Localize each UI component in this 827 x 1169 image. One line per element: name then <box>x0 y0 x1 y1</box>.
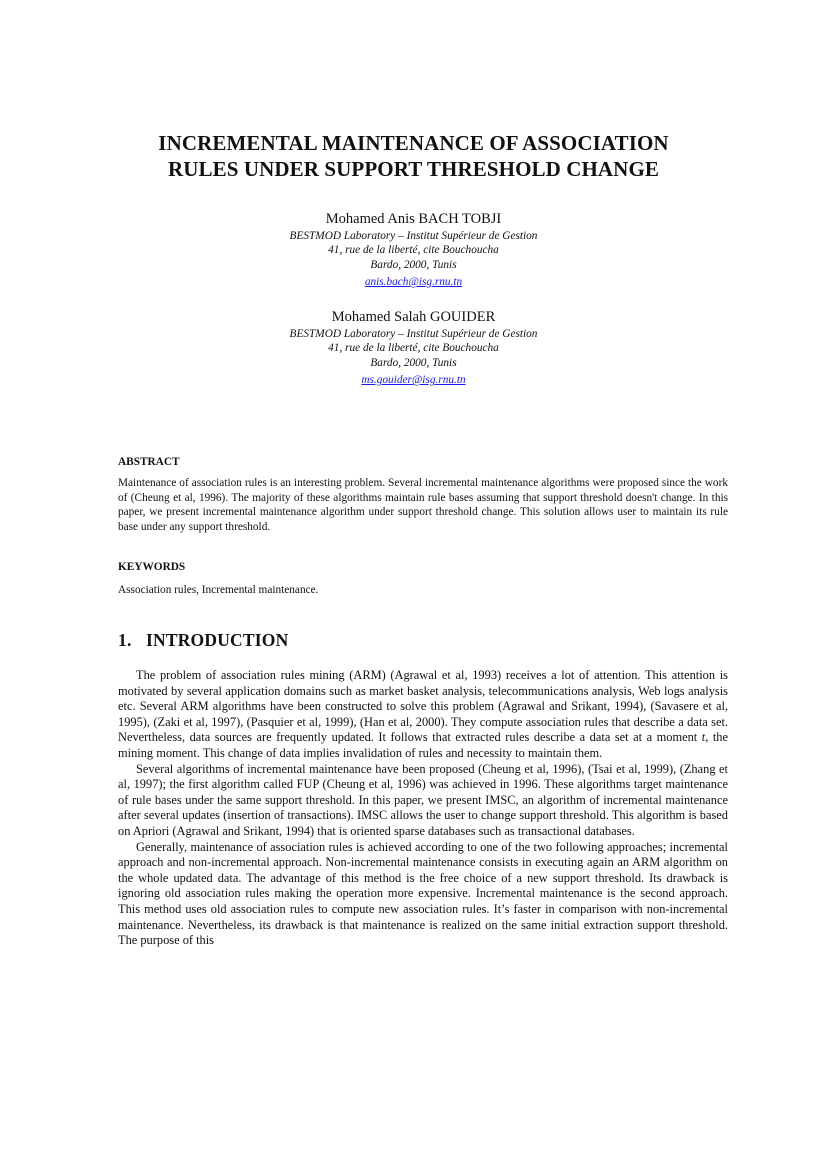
author-address: 41, rue de la liberté, cite Bouchoucha <box>328 342 499 355</box>
abstract-text: Maintenance of association rules is an interesting problem. Several incremental maintenance algorithms were proposed since the work of (Cheung et al, 1996). The majority of these algorithms maintain rule bases assuming that support threshold doesn't change. In this paper, we present incremental maintenance algorithm under support threshold change. This solution allows user to maintain its rule base under any support threshold. <box>118 477 728 533</box>
section-number: 1. <box>118 630 132 650</box>
author-name: Mohamed Salah GOUIDER <box>331 309 496 325</box>
intro-p1-italic-t: t <box>701 730 706 745</box>
author-email-link[interactable]: ms.gouider@isg.rnu.tn <box>361 374 466 387</box>
intro-p1-text-a: The problem of association rules mining (ARM) (Agrawal et al, 1993) receives a lot of attention. This attention is motivated by several application domains such as market basket analysis, telecommunications analysis, Web logs analysis etc. Several ARM algorithms have been constructed to solve this problem (Agrawal and Srikant, 1994), (Savasere et al, 1995), (Zaki et al, 1997), (Pasquier et al, 1999), (Han et al, 2000). They compute association rules that describe a data set. Nevertheless, data sources are frequently updated. It follows that extracted rules describe a data set at a moment <box>118 668 728 745</box>
intro-paragraph-1 <box>118 668 728 762</box>
keywords-text: Association rules, Incremental maintenance. <box>118 584 319 596</box>
paper-title <box>90 130 737 182</box>
author-city: Bardo, 2000, Tunis <box>370 258 457 271</box>
intro-paragraph-3: Generally, maintenance of association rules is achieved according to one of the two following approaches; incremental approach and non-incremental approach. Non-incremental maintenance consists in executing again an ARM algorithm on the whole updated data. The advantage of this method is the free choice of a new support threshold. Its drawback is ignoring old association rules making the operation more expensive. Incremental maintenance is the second approach. This method uses old association rules to compute new association rules. It’s faster in comparison with non-incremental maintenance. Nevertheless, its drawback is that maintenance is realized on the same initial extraction support threshold. The purpose of this <box>118 839 728 948</box>
introduction-body <box>118 668 728 949</box>
author-address: 41, rue de la liberté, cite Bouchoucha <box>328 244 499 257</box>
abstract-heading: ABSTRACT <box>118 456 180 468</box>
intro-p1-text-b: , the mining moment. This change of data implies invalidation of rules and necessity to maintain them. <box>118 730 728 760</box>
author-email-link[interactable]: anis.bach@isg.rnu.tn <box>364 276 463 289</box>
section-heading-introduction <box>118 630 288 651</box>
author-block-2 <box>140 308 687 388</box>
intro-paragraph-2: Several algorithms of incremental maintenance have been proposed (Cheung et al, 1996), (Tsai et al, 1999), (Zhang et al, 1997); the first algorithm called FUP (Cheung et al, 1996) was achieved in 1996. These algorithms target maintenance of rule bases under the same support threshold. In this paper, we present IMSC, an algorithm of incremental maintenance after several updates (insertion of transactions). IMSC allows the user to change support threshold. This algorithm is based on Apriori (Agrawal and Srikant, 1994) that is oriented sparse databases such as transactional databases. <box>118 761 728 838</box>
author-name: Mohamed Anis BACH TOBJI <box>325 211 502 227</box>
author-city: Bardo, 2000, Tunis <box>370 356 457 369</box>
author-affiliation: BESTMOD Laboratory – Institut Supérieur de Gestion <box>289 328 538 340</box>
author-affiliation: BESTMOD Laboratory – Institut Supérieur de Gestion <box>289 230 538 242</box>
section-title: INTRODUCTION <box>146 630 289 650</box>
title-line-1: INCREMENTAL MAINTENANCE OF ASSOCIATION <box>158 131 669 155</box>
keywords-heading: KEYWORDS <box>118 561 186 573</box>
title-line-2: RULES UNDER SUPPORT THRESHOLD CHANGE <box>167 157 659 181</box>
author-block-1 <box>140 210 687 290</box>
